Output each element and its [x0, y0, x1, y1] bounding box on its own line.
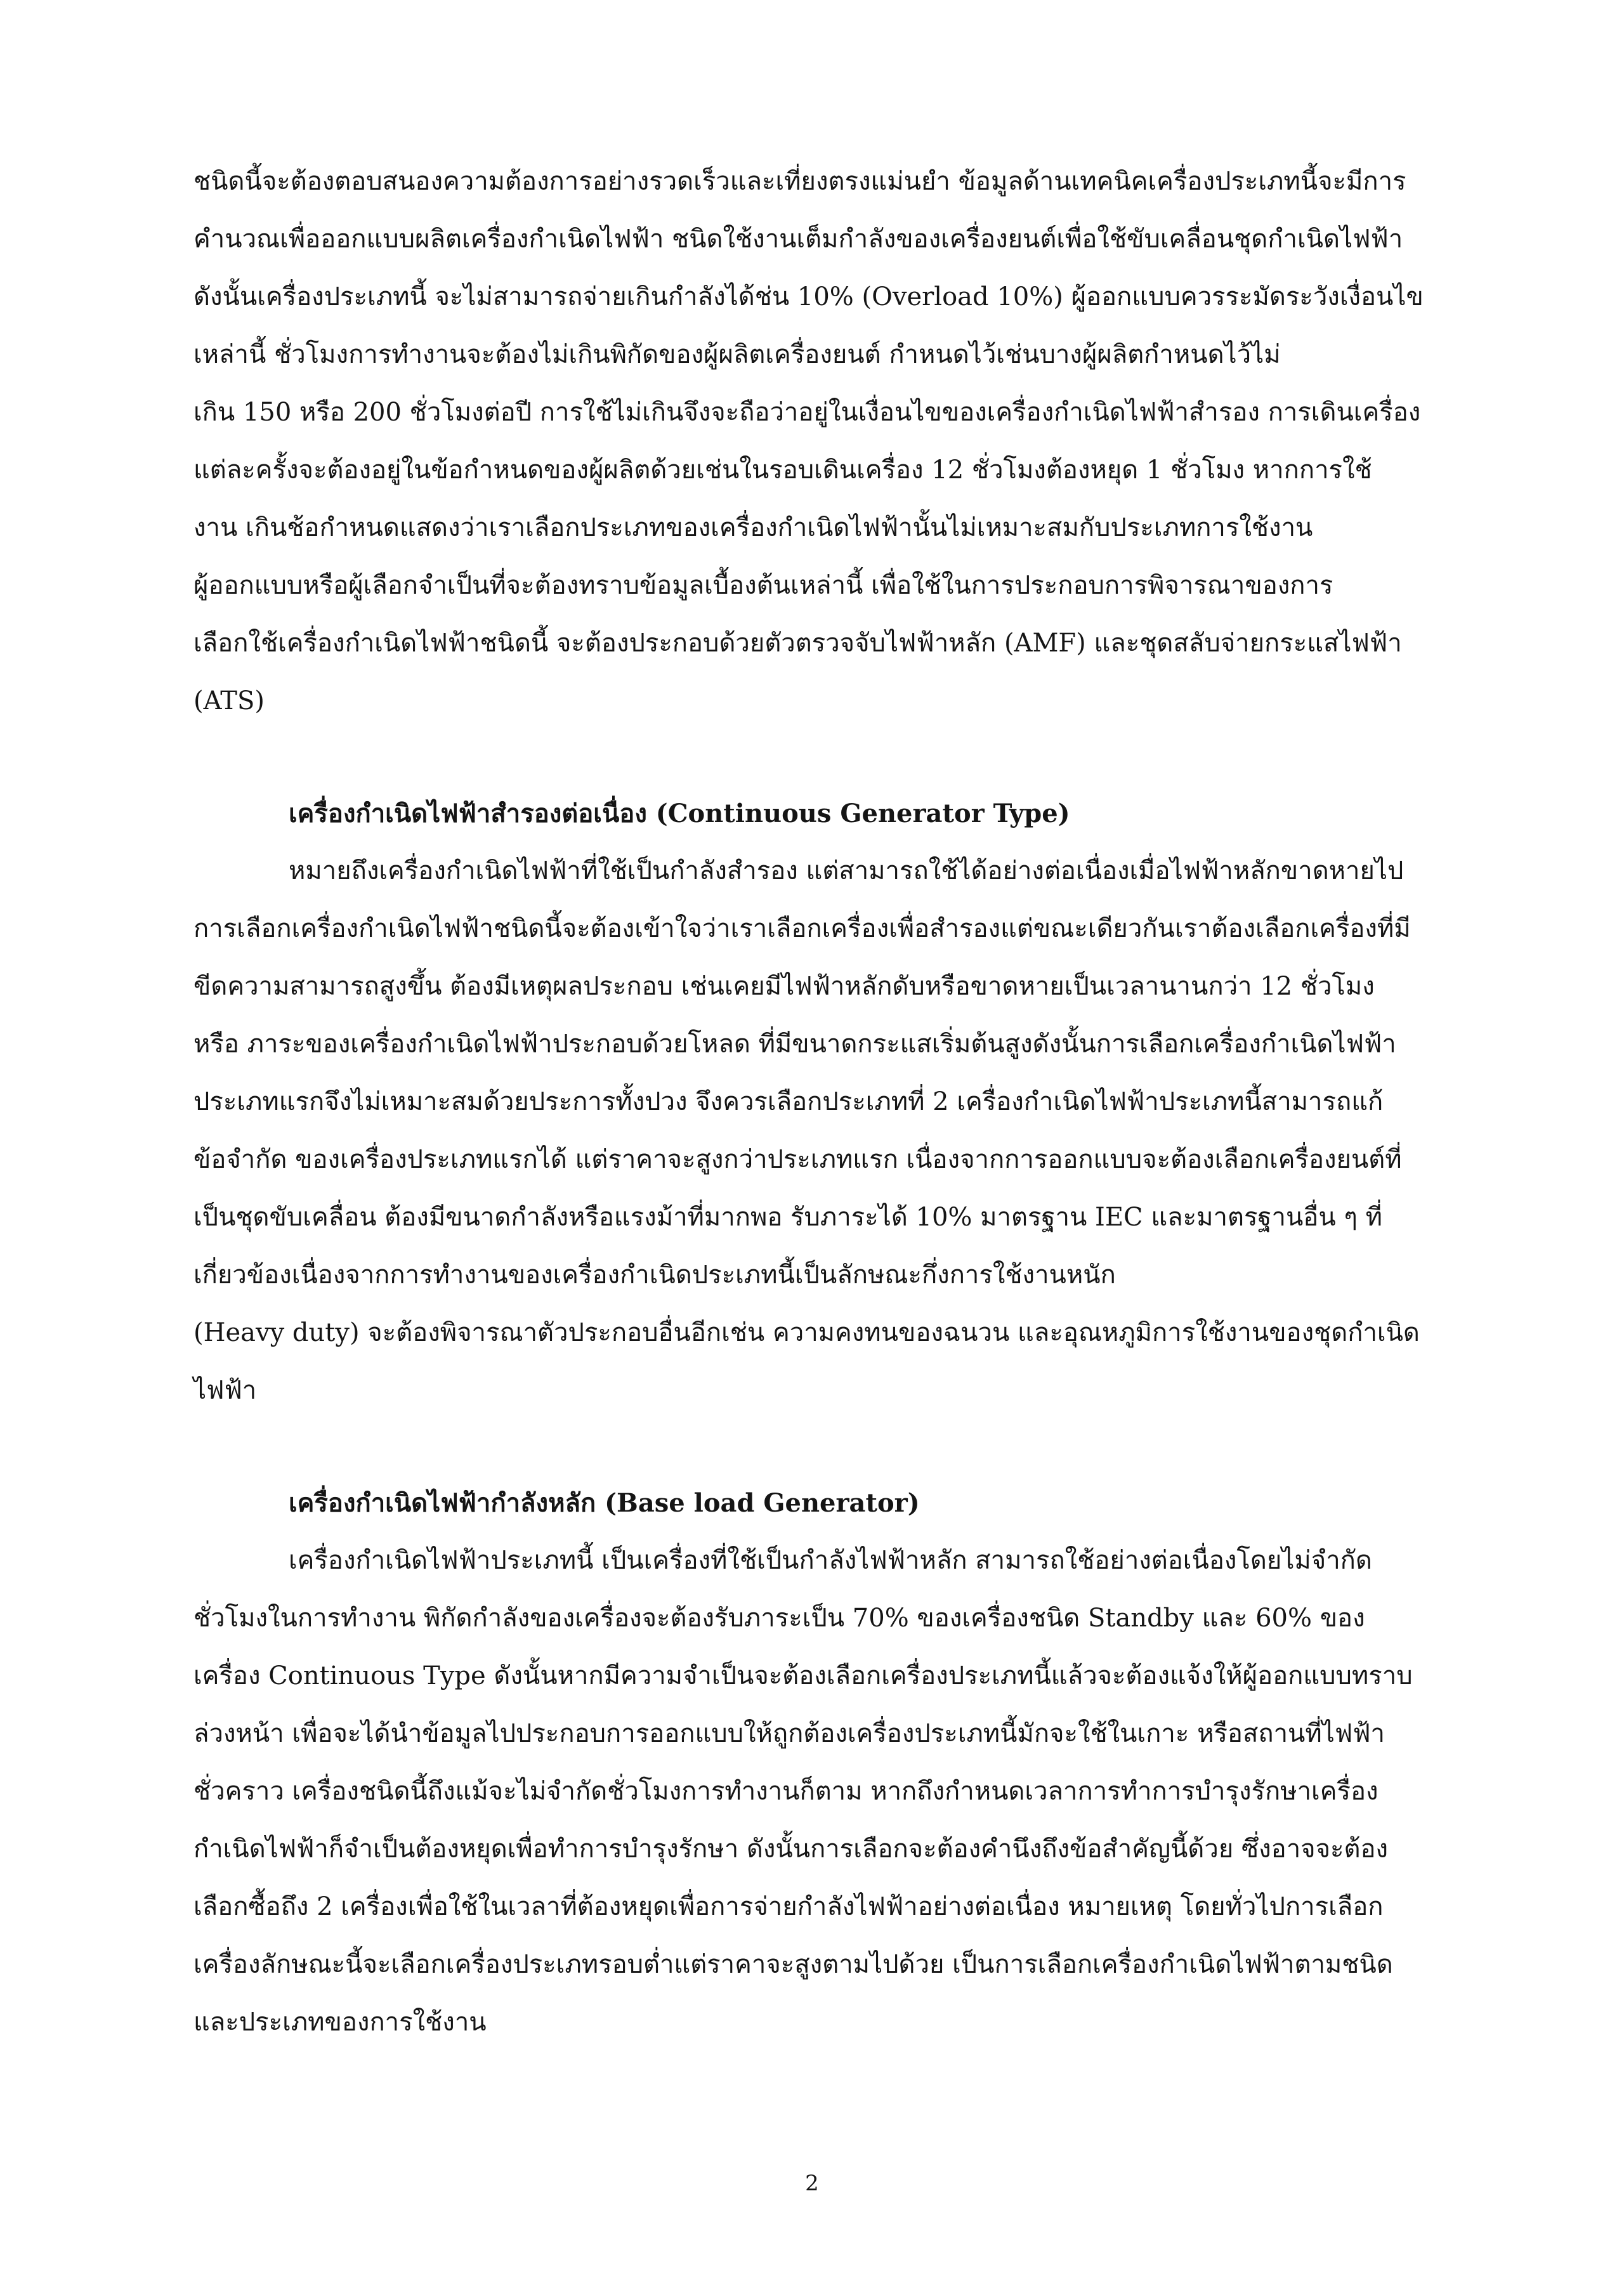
paragraph-line: ล่วงหน้า เพื่อจะได้นำข้อมูลไปประกอบการออกแบบให้ถูกต้องเครื่องประเภทนี้มักจะใช้ในเกาะ หรือสถานที่ไฟฟ้า [193, 1719, 1385, 1748]
paragraph-line: เลือกใช้เครื่องกำเนิดไฟฟ้าชนิดนี้ จะต้องประกอบด้วยตัวตรวจจับไฟฟ้าหลัก (AMF) และชุดสลับจ่ายกระแสไฟฟ้า [193, 629, 1402, 658]
paragraph-line: ประเภทแรกจึงไม่เหมาะสมด้วยประการทั้งปวง จึงควรเลือกประเภทที่ 2 เครื่องกำเนิดไฟฟ้าประเภทนี้สามารถแก้ [193, 1087, 1384, 1116]
paragraph-line: แต่ละครั้งจะต้องอยู่ในข้อกำหนดของผู้ผลิตด้วยเช่นในรอบเดินเครื่อง 12 ชั่วโมงต้องหยุด 1 ชั่วโมง หากการใช้ [193, 455, 1372, 485]
paragraph-line: (ATS) [193, 686, 265, 716]
paragraph-line: ผู้ออกแบบหรือผู้เลือกจำเป็นที่จะต้องทราบข้อมูลเบื้องต้นเหล่านี้ เพื่อใช้ในการประกอบการพิจารณาของการ [193, 571, 1333, 600]
paragraph-line: ดังนั้นเครื่องประเภทนี้ จะไม่สามารถจ่ายเกินกำลังได้ช่น 10% (Overload 10%) ผู้ออกแบบควรระมัดระวังเงื่อนไข [193, 282, 1424, 311]
paragraph-line: ไฟฟ้า [193, 1376, 257, 1405]
paragraph-line: คำนวณเพื่อออกแบบผลิตเครื่องกำเนิดไฟฟ้า ชนิดใช้งานเต็มกำลังของเครื่องยนต์เพื่อใช้ขับเคลื่อนชุดกำเนิดไฟฟ้า [193, 225, 1403, 254]
paragraph-line: เหล่านี้ ชั่วโมงการทำงานจะต้องไม่เกินพิกัดของผู้ผลิตเครื่องยนต์ กำหนดไว้เช่นบางผู้ผลิตกำหนดไว้ไม่ [193, 340, 1281, 369]
paragraph-line: เครื่องลักษณะนี้จะเลือกเครื่องประเภทรอบต่ำแต่ราคาจะสูงตามไปด้วย เป็นการเลือกเครื่องกำเนิดไฟฟ้าตามชนิด [193, 1950, 1393, 1979]
section-heading: เครื่องกำเนิดไฟฟ้าสำรองต่อเนื่อง (Continuous Generator Type) [289, 799, 1070, 828]
paragraph-line: ชนิดนี้จะต้องตอบสนองความต้องการอย่างรวดเร็วและเที่ยงตรงแม่นยำ ข้อมูลด้านเทคนิคเครื่องประเภทนี้จะมีการ [193, 167, 1406, 196]
paragraph-line: หรือ ภาระของเครื่องกำเนิดไฟฟ้าประกอบด้วยโหลด ที่มีขนาดกระแสเริ่มต้นสูงดังนั้นการเลือกเครื่องกำเนิดไฟฟ้า [193, 1030, 1396, 1059]
paragraph-line: ชั่วคราว เครื่องชนิดนี้ถึงแม้จะไม่จำกัดชั่วโมงการทำงานก็ตาม หากถึงกำหนดเวลาการทำการบำรุงรักษาเครื่อง [193, 1777, 1378, 1806]
paragraph-line: เครื่องกำเนิดไฟฟ้าประเภทนี้ เป็นเครื่องที่ใช้เป็นกำลังไฟฟ้าหลัก สามารถใช้อย่างต่อเนื่องโดยไม่จำกัด [289, 1546, 1372, 1575]
paragraph-line: กำเนิดไฟฟ้าก็จำเป็นต้องหยุดเพื่อทำการบำรุงรักษา ดังนั้นการเลือกจะต้องคำนึงถึงข้อสำคัญนี้ด้วย ซึ่งอาจจะต้อง [193, 1834, 1389, 1864]
section-heading: เครื่องกำเนิดไฟฟ้ากำลังหลัก (Base load Generator) [289, 1488, 920, 1518]
paragraph-line: ชั่วโมงในการทำงาน พิกัดกำลังของเครื่องจะต้องรับภาระเป็น 70% ของเครื่องชนิด Standby และ 60% ของ [193, 1604, 1365, 1633]
page-number: 2 [805, 2171, 819, 2196]
paragraph-line: งาน เกินช้อกำหนดแสดงว่าเราเลือกประเภทของเครื่องกำเนิดไฟฟ้านั้นไม่เหมาะสมกับประเภทการใช้งาน [193, 513, 1313, 542]
paragraph-line: ขีดความสามารถสูงขึ้น ต้องมีเหตุผลประกอบ เช่นเคยมีไฟฟ้าหลักดับหรือขาดหายเป็นเวลานานกว่า 12 ชั่วโมง [193, 972, 1375, 1001]
paragraph-line: การเลือกเครื่องกำเนิดไฟฟ้าชนิดนี้จะต้องเข้าใจว่าเราเลือกเครื่องเพื่อสำรองแต่ขณะเดียวกันเราต้องเลือกเครื่องที่มี [193, 914, 1411, 943]
paragraph-line: ข้อจำกัด ของเครื่องประเภทแรกได้ แต่ราคาจะสูงกว่าประเภทแรก เนื่องจากการออกแบบจะต้องเลือกเครื่องยนต์ที่ [193, 1145, 1402, 1174]
paragraph-line: (Heavy duty) จะต้องพิจารณาตัวประกอบอื่นอีกเช่น ความคงทนของฉนวน และอุณหภูมิการใช้งานของชุดกำเนิด [193, 1318, 1420, 1347]
paragraph-line: เป็นชุดขับเคลื่อน ต้องมีขนาดกำลังหรือแรงม้าที่มากพอ รับภาระได้ 10% มาตรฐาน IEC และมาตรฐานอื่น ๆ ที่ [193, 1203, 1382, 1232]
paragraph-line: และประเภทของการใช้งาน [193, 2008, 487, 2037]
paragraph-line: เลือกซื้อถึง 2 เครื่องเพื่อใช้ในเวลาที่ต้องหยุดเพื่อการจ่ายกำลังไฟฟ้าอย่างต่อเนื่อง หมายเหตุ โดยทั่วไปการเลือก [193, 1892, 1384, 1921]
paragraph-line: เกิน 150 หรือ 200 ชั่วโมงต่อปี การใช้ไม่เกินจึงจะถือว่าอยู่ในเงื่อนไขของเครื่องกำเนิดไฟฟ้าสำรอง การเดินเครื่อง [193, 398, 1421, 427]
paragraph-line: เกี่ยวข้องเนื่องจากการทำงานของเครื่องกำเนิดประเภทนี้เป็นลักษณะกึ่งการใช้งานหนัก [193, 1260, 1116, 1290]
paragraph-line: หมายถึงเครื่องกำเนิดไฟฟ้าที่ใช้เป็นกำลังสำรอง แต่สามารถใช้ได้อย่างต่อเนื่องเมื่อไฟฟ้าหลักขาดหายไป [289, 856, 1404, 886]
paragraph-line: เครื่อง Continuous Type ดังนั้นหากมีความจำเป็นจะต้องเลือกเครื่องประเภทนี้แล้วจะต้องแจ้งให้ผู้ออกแบบทราบ [193, 1661, 1413, 1690]
